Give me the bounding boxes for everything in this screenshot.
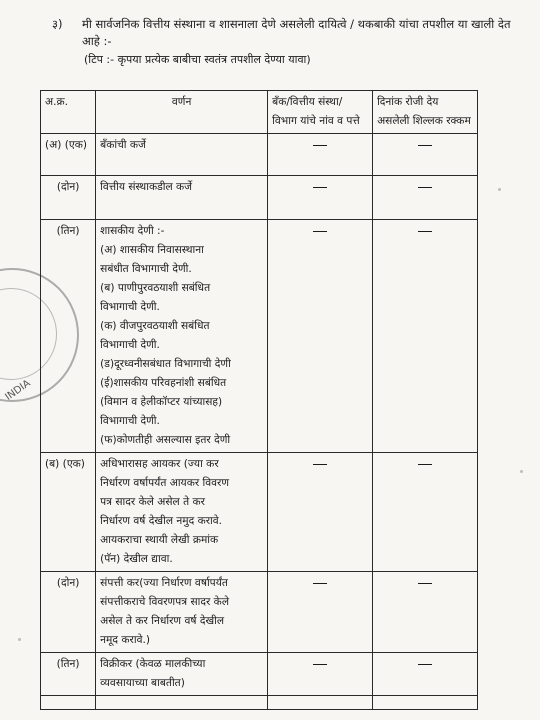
section-title: मी सार्वजनिक वित्तीय संस्थाना व शासनाला देणे असलेली दायित्वे / थकबाकी यांचा तपशील या खाली देत आहे :- [82,17,511,48]
dash-mark [418,187,432,188]
row-balance-value [373,572,478,653]
row-balance-value [373,220,478,453]
desc-line: (ब) पाणीपुरवठयाशी सबंधित [100,282,211,294]
row-serial [41,220,96,453]
row-bank-value [268,176,373,220]
header-description [96,91,268,134]
row-serial [41,176,96,220]
table-row [41,572,478,653]
dash-mark [313,187,327,188]
desc-line: (ई)शासकीय परिवहनांशी सबंधित [100,377,227,389]
dash-mark [418,231,432,232]
desc-line: (ड)दूरध्वनीसबंधात विभागाची देणी [100,358,231,370]
section-note: (टिप :- कृपया प्रत्येक बाबीचा स्वतंत्र तपशील देण्या यावा) [84,53,311,66]
row-balance-value [373,696,478,710]
section-number: ३) [52,17,63,31]
desc-line: शासकीय देणी :- [100,225,165,237]
desc-line: संपत्तीकराचे विवरणपत्र सादर केले [100,596,230,608]
row-serial: (ब) (एक) [41,453,96,572]
row-bank-value [268,220,373,453]
header-balance: दिनांक रोजी देय असलेली शिल्लक रक्कम [373,91,478,134]
table-row [41,696,478,710]
dash-mark [418,145,432,146]
row-description [96,696,268,710]
desc-line: (अ) शासकीय निवासस्थाना [100,244,204,256]
dash-mark [313,231,327,232]
desc-line: विक्रीकर (केवळ मालकीच्या [100,658,206,670]
row-serial-label: (दोन) [56,181,80,193]
paper-speck [498,188,501,191]
row-balance-value [373,653,478,696]
desc-line: संपत्ती कर(ज्या निर्धारण वर्षापर्यंत [100,577,228,589]
desc-line: नमूद करावे.) [100,634,150,646]
desc-line: पत्र सादर केले असेल ते कर [100,496,205,508]
desc-line: (पॅन) देखील द्यावा. [100,553,173,565]
paper-speck [520,470,523,473]
row-balance-value [373,176,478,220]
paper-speck [18,638,21,641]
desc-line: (क) वीजपुरवठयाशी सबंधित [100,320,210,332]
row-serial-label: (दोन) [56,577,80,589]
desc-line: विभागाची देणी. [100,301,160,313]
row-description [96,653,268,696]
seal-text: INDIA [3,377,33,404]
table-row [41,453,478,572]
table-row [41,176,478,220]
row-serial-label: (तिन) [56,225,80,237]
desc-line: विभागाची देणी. [100,415,160,427]
header-serial: अ.क्र. [41,91,96,134]
table-row [41,134,478,176]
row-serial [41,653,96,696]
desc-line: (फ)कोणतीही असल्यास इतर देणी [100,434,231,446]
dash-mark [418,583,432,584]
desc-line: विभागाची देणी. [100,339,160,351]
liabilities-table [40,90,478,710]
dash-mark [313,464,327,465]
table-header-row [41,91,478,134]
header-bank-name: बँक/वित्तीय संस्था/ विभाग यांचे नांव व पत्ते [268,91,373,134]
row-description: वित्तीय संस्थाकडील कर्जे [96,176,268,220]
row-serial-label: (तिन) [56,658,80,670]
row-serial [41,696,96,710]
row-serial: (अ) (एक) [41,134,96,176]
desc-line: सबंधीत विभागाची देणी. [100,263,192,275]
dash-mark [418,664,432,665]
table-row [41,220,478,453]
desc-line: अधिभारासह आयकर (ज्या कर [100,458,219,470]
desc-line: आयकराचा स्थायी लेखी क्रमांक [100,534,219,546]
row-bank-value [268,134,373,176]
row-bank-value [268,572,373,653]
row-bank-value [268,453,373,572]
desc-line: व्यवसायाच्या बाबतीत) [100,677,185,689]
dash-mark [313,583,327,584]
row-serial [41,572,96,653]
row-bank-value [268,653,373,696]
dash-mark [313,145,327,146]
dash-mark [418,464,432,465]
table-row [41,653,478,696]
desc-line: असेल ते कर निर्धारण वर्ष देखील [100,615,225,627]
dash-mark [313,664,327,665]
row-description: बँकांची कर्जे [96,134,268,176]
header-description-label: वर्णन [171,96,192,108]
desc-line: (विमान व हेलीकॉप्टर यांच्यासह) [100,396,223,408]
row-balance-value [373,134,478,176]
row-description [96,220,268,453]
row-description [96,572,268,653]
row-bank-value [268,696,373,710]
row-description [96,453,268,572]
row-balance-value [373,453,478,572]
desc-line: निर्धारण वर्ष देखील नमुद करावे. [100,515,223,527]
desc-line: निर्धारण वर्षापर्यंत आयकर विवरण [100,477,230,489]
